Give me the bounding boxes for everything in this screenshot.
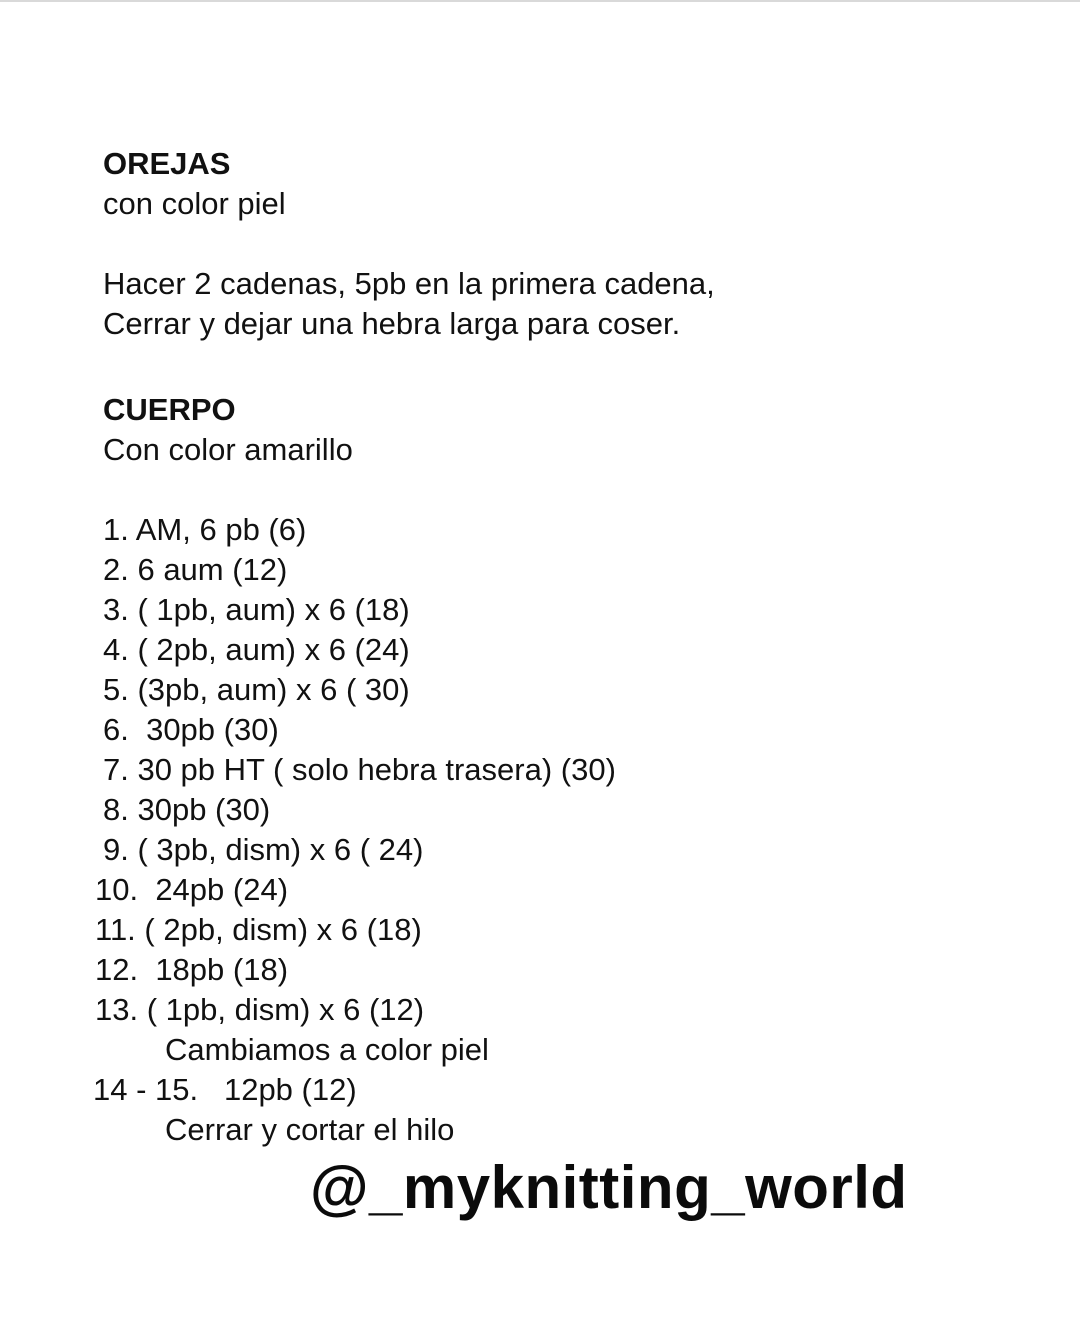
orejas-section — [103, 144, 1043, 344]
top-divider — [0, 0, 1080, 2]
step-item: 9. ( 3pb, dism) x 6 ( 24) — [103, 832, 424, 867]
orejas-instruction-1: Hacer 2 cadenas, 5pb en la primera cadena, — [103, 266, 715, 301]
pattern-document — [93, 144, 1043, 1150]
author-handle-watermark: @_myknitting_world — [310, 1154, 908, 1221]
orejas-instruction-2: Cerrar y dejar una hebra larga para coser. — [103, 306, 681, 341]
step-item: 5. (3pb, aum) x 6 ( 30) — [103, 672, 410, 707]
final-step-item: 14 - 15. 12pb (12) — [93, 1072, 357, 1107]
step-item: 11. ( 2pb, dism) x 6 (18) — [95, 912, 422, 947]
cuerpo-section — [93, 390, 1043, 1150]
finish-note: Cerrar y cortar el hilo — [165, 1112, 455, 1147]
step-item: 4. ( 2pb, aum) x 6 (24) — [103, 632, 410, 667]
step-item: 13. ( 1pb, dism) x 6 (12) — [95, 992, 425, 1027]
step-item: 10. 24pb (24) — [95, 872, 289, 907]
cuerpo-title: CUERPO — [103, 392, 236, 427]
color-change-note: Cambiamos a color piel — [165, 1032, 489, 1067]
step-item: 7. 30 pb HT ( solo hebra trasera) (30) — [103, 752, 616, 787]
step-item: 3. ( 1pb, aum) x 6 (18) — [103, 592, 410, 627]
orejas-subtitle: con color piel — [103, 186, 286, 221]
cuerpo-subtitle: Con color amarillo — [103, 432, 353, 467]
step-item: 6. 30pb (30) — [103, 712, 279, 747]
orejas-title: OREJAS — [103, 146, 231, 181]
step-item: 12. 18pb (18) — [95, 952, 289, 987]
step-item: 8. 30pb (30) — [103, 792, 271, 827]
step-item: 1. AM, 6 pb (6) — [103, 512, 307, 547]
step-item: 2. 6 aum (12) — [103, 552, 288, 587]
cuerpo-steps-list — [93, 510, 1043, 1150]
